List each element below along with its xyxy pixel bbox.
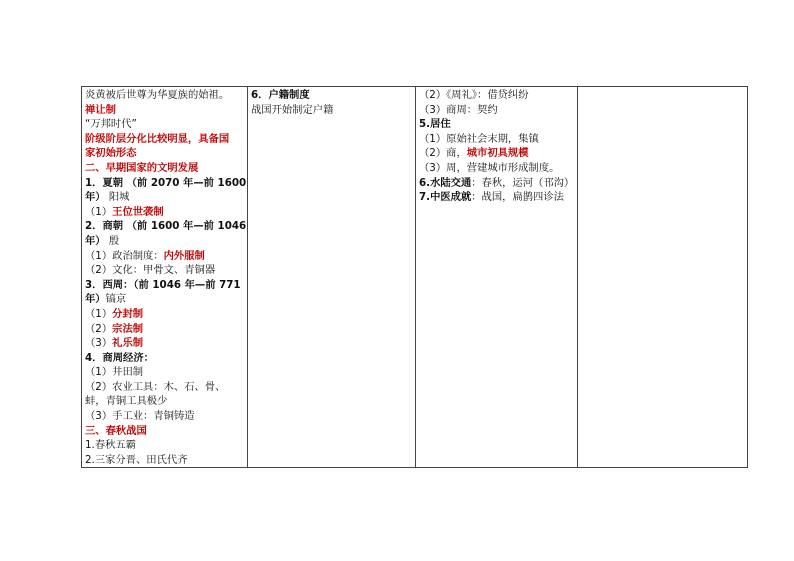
table-cell-col3 — [416, 87, 578, 468]
text-line — [85, 394, 244, 409]
text-line — [419, 161, 574, 176]
text-segment: （3）周，营建城市形成制度。 — [419, 161, 560, 174]
text-segment: 3．西周：（前 1046 年—前 771 — [85, 278, 241, 291]
text-line — [85, 380, 244, 395]
text-segment: （1）原始社会末期，集镇 — [419, 132, 539, 145]
text-segment: 阶级阶层分化比较明显，具备国 — [85, 132, 230, 145]
text-line — [251, 103, 412, 118]
text-line — [85, 103, 244, 118]
text-segment: 殷 — [105, 234, 120, 247]
notes-table — [81, 86, 748, 468]
text-segment: 7.中医成就 — [419, 191, 472, 204]
text-segment: 战国开始制定户籍 — [251, 103, 334, 116]
text-line — [85, 249, 244, 264]
text-segment: 1．夏朝 （前 2070 年—前 1600 — [85, 176, 247, 189]
text-segment: （1） — [85, 307, 113, 320]
text-segment: 分封制 — [112, 307, 144, 320]
text-line — [85, 336, 244, 351]
text-segment: 宗法制 — [112, 322, 144, 335]
text-line — [85, 322, 244, 337]
text-segment: （2）商， — [419, 147, 467, 160]
text-segment: 年） — [85, 191, 106, 204]
text-line — [419, 103, 574, 118]
text-segment: 三、春秋战国 — [85, 424, 147, 437]
text-segment: （2）农业工具：木、石、骨、 — [85, 380, 226, 393]
text-segment: （2）《周礼》：借贷纠纷 — [419, 89, 529, 101]
text-segment: 6.水陆交通 — [419, 176, 472, 189]
text-segment: 禅让制 — [85, 103, 116, 116]
table-cell-col4 — [578, 87, 748, 468]
text-line — [85, 117, 244, 132]
text-segment: 1.春秋五霸 — [85, 439, 137, 452]
text-segment: 炎黄被后世尊为华夏族的始祖。 — [85, 89, 230, 101]
text-line — [419, 176, 574, 191]
text-segment: （1）政治制度： — [85, 249, 164, 262]
text-segment: ：春秋，运河（邗沟） — [471, 176, 575, 189]
text-line — [85, 190, 244, 205]
text-line — [85, 307, 244, 322]
text-line — [419, 132, 574, 147]
text-segment: （2） — [85, 322, 113, 335]
text-line — [85, 205, 244, 220]
text-line — [85, 278, 244, 293]
text-segment: （1） — [85, 205, 113, 218]
text-segment: 4．商周经济： — [85, 351, 154, 364]
text-line — [85, 176, 247, 191]
text-line — [85, 263, 244, 278]
text-line — [85, 438, 244, 453]
text-line — [85, 234, 244, 249]
text-line — [85, 161, 244, 176]
text-segment: ：战国，扁鹊四诊法 — [471, 191, 564, 204]
text-segment: （2）文化：甲骨文、青铜器 — [85, 264, 216, 277]
table-row — [82, 87, 748, 468]
text-segment: 内外服制 — [163, 249, 205, 262]
text-segment: “万邦时代” — [85, 118, 137, 131]
text-segment: 城市初具规模 — [466, 147, 529, 160]
text-segment: 二、早期国家的文明发展 — [85, 161, 199, 174]
text-segment: 年） — [85, 234, 106, 247]
table-cell-col2 — [248, 87, 416, 468]
text-line — [251, 88, 412, 103]
text-segment: 礼乐制 — [112, 337, 144, 350]
text-line — [85, 453, 244, 468]
text-line — [85, 424, 244, 439]
text-line — [85, 292, 244, 307]
text-line — [85, 365, 244, 380]
text-segment: 5.居住 — [419, 118, 451, 131]
text-line — [419, 117, 574, 132]
text-segment: 镐京 — [105, 293, 127, 306]
table-cell-col1 — [82, 87, 248, 468]
text-segment: 2．商朝 （前 1600 年—前 1046 — [85, 220, 247, 233]
text-segment: 家初始形态 — [85, 147, 137, 160]
text-line — [85, 132, 244, 147]
text-line — [85, 351, 244, 366]
text-segment: 阳城 — [105, 191, 130, 204]
text-segment: （3） — [85, 337, 113, 350]
text-segment: （1）井田制 — [85, 366, 144, 379]
text-line — [419, 190, 574, 205]
text-line — [85, 146, 244, 161]
text-segment: 王位世袭制 — [112, 205, 164, 218]
text-line — [85, 88, 244, 103]
text-segment: （3）商周：契约 — [419, 103, 498, 116]
text-segment: 年） — [85, 293, 106, 306]
text-segment: 6．户籍制度 — [251, 89, 310, 101]
text-segment: 蚌，青铜工具极少 — [85, 395, 168, 408]
text-line — [419, 88, 574, 103]
text-line — [85, 219, 247, 234]
text-segment: 2.三家分晋、田氏代齐 — [85, 453, 188, 466]
text-segment: （3）手工业：青铜铸造 — [85, 410, 195, 423]
text-line — [85, 409, 244, 424]
text-line — [419, 146, 574, 161]
